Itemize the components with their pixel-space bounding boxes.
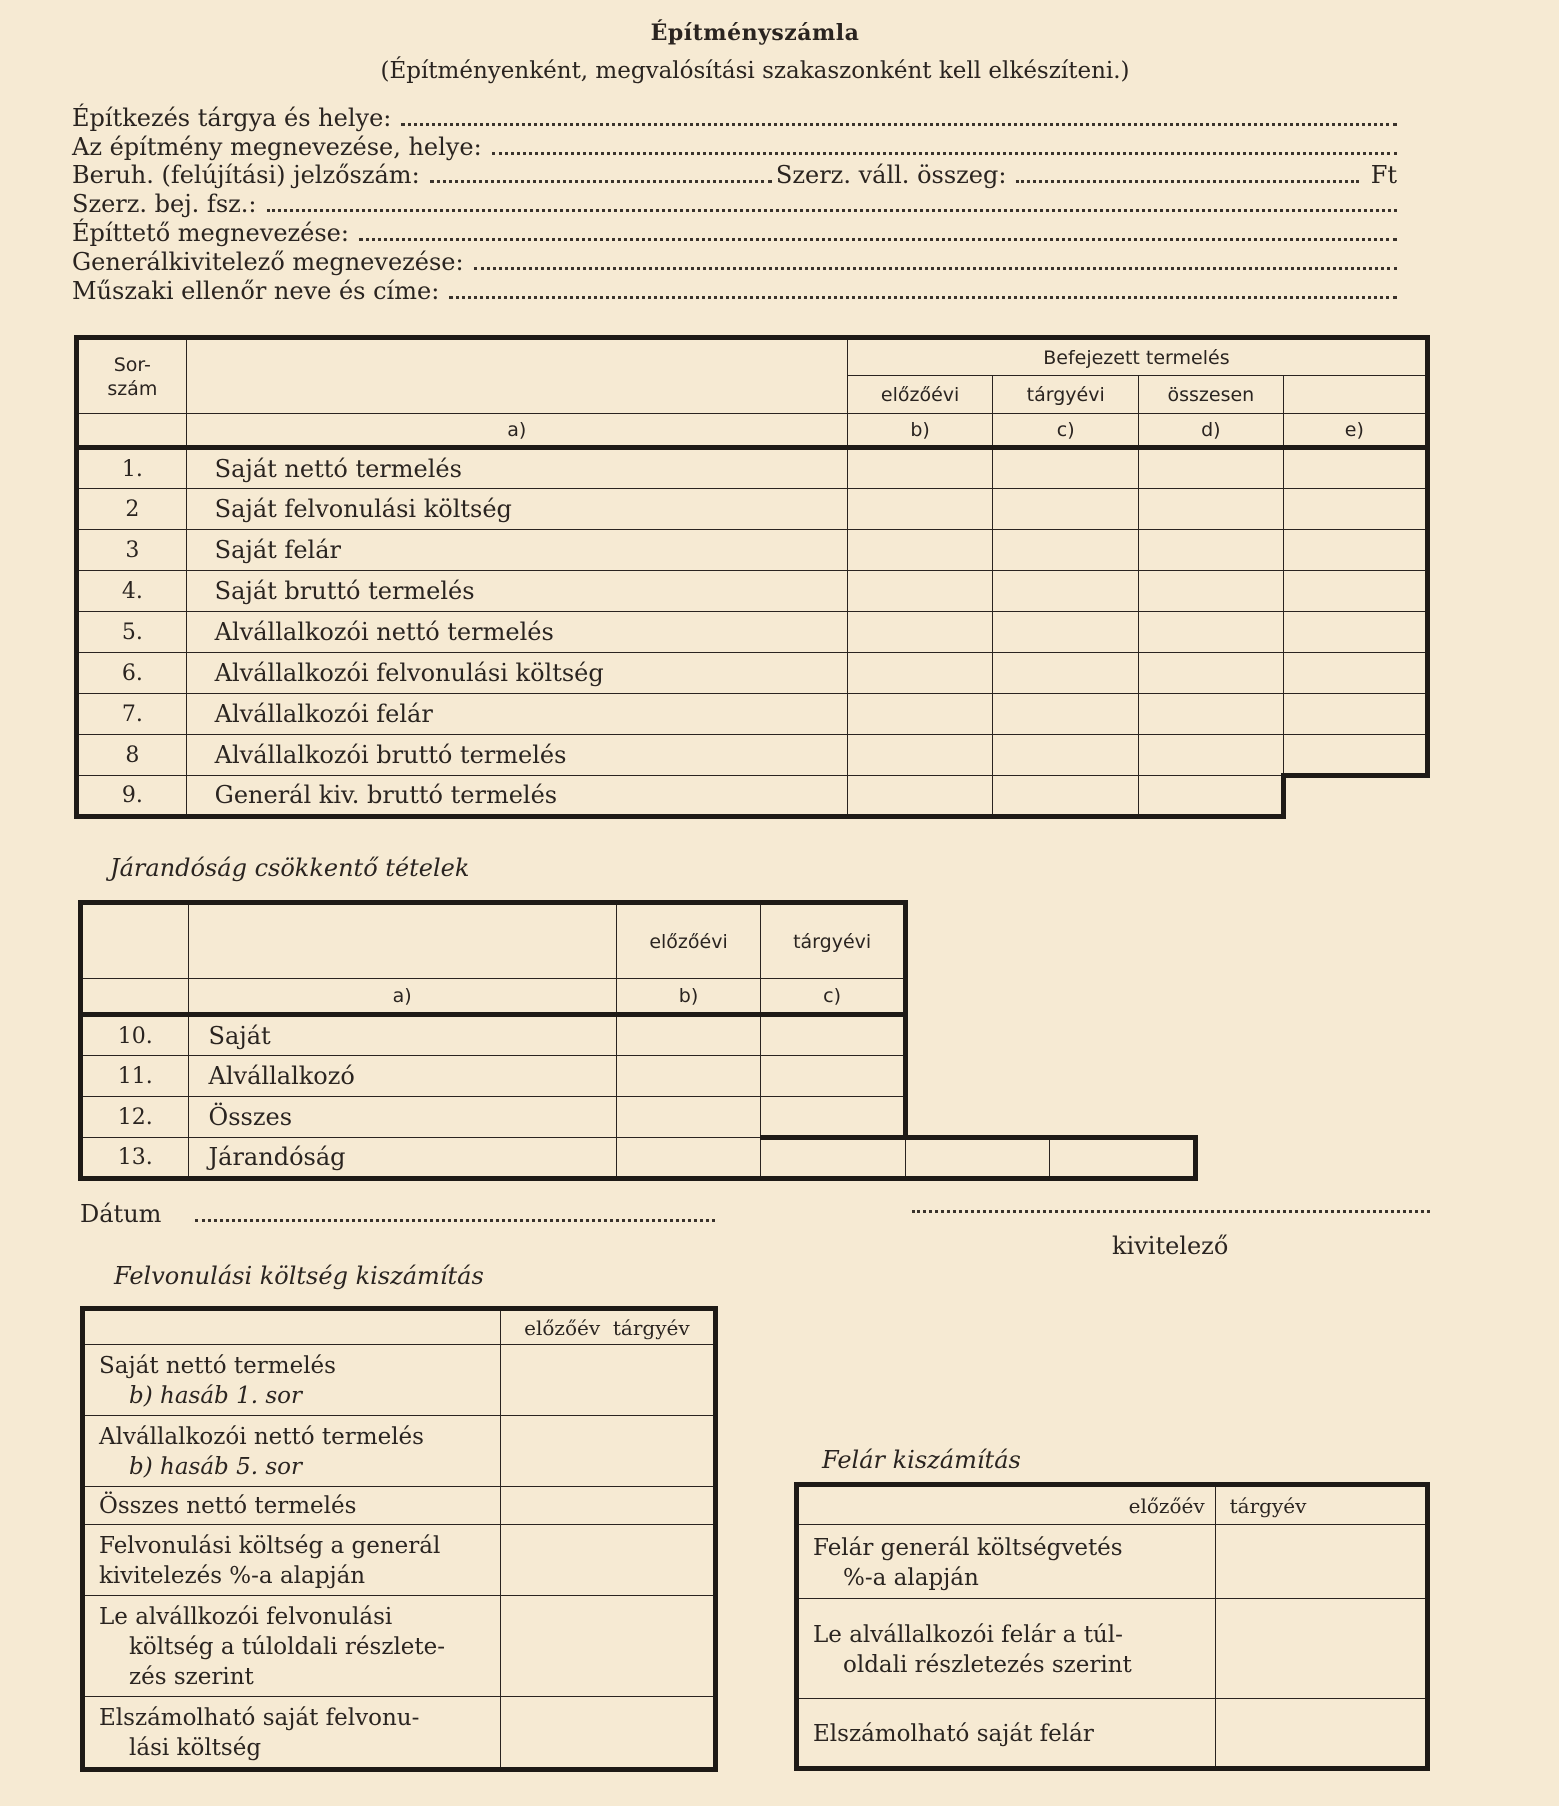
row-label: Járandóság [188, 1138, 616, 1179]
header-osszesen: összesen [1139, 376, 1284, 414]
table-row [81, 1015, 1196, 1056]
header-blank [186, 338, 847, 414]
table-row [77, 448, 1428, 489]
row-label: Összes nettó termelés [83, 1487, 501, 1525]
row-label: Alvállalkozói felár [186, 694, 847, 735]
header-befejezett-termeles: Befejezett termelés [847, 338, 1427, 376]
kivitelezo-signature-line[interactable] [912, 1210, 1430, 1213]
cell-e[interactable] [1049, 1138, 1195, 1179]
row-label: Felvonulási költség a generál kivitelezés %-a alapján [83, 1525, 501, 1596]
table-row [81, 1056, 1196, 1097]
row-number: 13. [81, 1138, 189, 1179]
cell-d[interactable] [1139, 530, 1284, 571]
felar-table [794, 1482, 1430, 1771]
field-szerz-bej[interactable] [72, 190, 1397, 218]
cell-c[interactable] [761, 1056, 906, 1097]
field-label: Beruh. (felújítási) jelzőszám: [72, 161, 420, 189]
field-label-szerz-vall: Szerz. váll. összeg: [775, 161, 1007, 189]
cell-value[interactable] [1215, 1699, 1427, 1769]
table-row [77, 735, 1428, 776]
cell-c[interactable] [761, 1097, 906, 1138]
datum-label: Dátum [80, 1200, 162, 1228]
cell-c[interactable] [993, 571, 1139, 612]
header-targyev: tárgyév [612, 1315, 690, 1340]
table-row [81, 1138, 1196, 1179]
table-row [83, 1345, 716, 1416]
jarandosag-table [78, 900, 1198, 1181]
table-row [81, 1097, 1196, 1138]
row-label: Saját bruttó termelés [186, 571, 847, 612]
cell-e[interactable] [1283, 735, 1427, 776]
cell-d[interactable] [1139, 571, 1284, 612]
row-number: 12. [81, 1097, 189, 1138]
cell-value[interactable] [1215, 1599, 1427, 1699]
cell-d[interactable] [905, 1138, 1049, 1179]
cell-b[interactable] [847, 653, 993, 694]
header-targyev: tárgyév [1215, 1485, 1427, 1525]
col-letter-b: b) [847, 414, 993, 448]
row-label: Alvállalkozói bruttó termelés [186, 735, 847, 776]
row-label: Elszámolható saját felvonu- lási költség [83, 1697, 501, 1770]
header-elozoev: előzőév [797, 1485, 1216, 1525]
table-row [83, 1697, 716, 1770]
field-epitmeny-megnevezese[interactable] [72, 133, 1397, 161]
cell-e[interactable] [1283, 489, 1427, 530]
header-blank [83, 1309, 501, 1345]
field-label: Az építmény megnevezése, helye: [72, 133, 482, 161]
row-label: Alvállalkozói felvonulási költség [186, 653, 847, 694]
header-elozoevi: előzőévi [616, 903, 761, 979]
cell-d[interactable] [1139, 612, 1284, 653]
header-elozoevi: előzőévi [847, 376, 993, 414]
cell-value[interactable] [500, 1525, 715, 1596]
row-label: Saját nettó termelés [186, 448, 847, 489]
cell-b[interactable] [847, 694, 993, 735]
table-row [77, 571, 1428, 612]
col-letter-c: c) [993, 414, 1139, 448]
cell-d[interactable] [1139, 776, 1284, 817]
cell-value[interactable] [1215, 1525, 1427, 1599]
empty-area [905, 1097, 1195, 1138]
cell-c[interactable] [993, 530, 1139, 571]
section-heading-jarandosag: Járandóság csökkentő tételek [110, 854, 470, 882]
row-number: 7. [77, 694, 187, 735]
field-generalkivitelezo[interactable] [72, 248, 1397, 276]
header-elozoev: előzőév [524, 1315, 601, 1340]
header-sorszam: Sor- szám [77, 338, 187, 414]
cell-e[interactable] [1283, 448, 1427, 489]
row-number: 11. [81, 1056, 189, 1097]
table-row [83, 1416, 716, 1487]
empty-area [905, 1056, 1195, 1097]
cell-e[interactable] [1283, 530, 1427, 571]
row-label: Generál kiv. bruttó termelés [186, 776, 847, 817]
header-targyevi: tárgyévi [761, 903, 906, 979]
document-title: Építményszámla [650, 20, 860, 46]
table-row [83, 1525, 716, 1596]
cell-c[interactable] [993, 735, 1139, 776]
col-letter-e: e) [1283, 414, 1427, 448]
cell-b[interactable] [847, 735, 993, 776]
col-letter-c: c) [761, 979, 906, 1015]
cell-e[interactable] [1283, 612, 1427, 653]
row-number: 10. [81, 1015, 189, 1056]
field-epitkezes-targya[interactable] [72, 104, 1397, 132]
cell-b[interactable] [847, 448, 993, 489]
table-row [77, 612, 1428, 653]
cell-b[interactable] [847, 612, 993, 653]
table-row [77, 653, 1428, 694]
row-label: Saját felár [186, 530, 847, 571]
table-row [797, 1599, 1428, 1699]
col-letter-b: b) [616, 979, 761, 1015]
table-row [77, 489, 1428, 530]
row-label: Saját felvonulási költség [186, 489, 847, 530]
cell-e[interactable] [1283, 571, 1427, 612]
cell-b[interactable] [616, 1056, 761, 1097]
main-table [74, 335, 1430, 819]
table-row [797, 1525, 1428, 1599]
header-blank [188, 903, 616, 979]
row-number: 6. [77, 653, 187, 694]
cell-e[interactable] [1283, 653, 1427, 694]
cell-b[interactable] [847, 776, 993, 817]
field-beruh-jelzoszam[interactable] [72, 161, 1397, 189]
cell-c[interactable] [993, 653, 1139, 694]
empty-corner [1283, 776, 1427, 817]
row-label: Saját nettó termelés b) hasáb 1. sor [83, 1345, 501, 1416]
cell-b[interactable] [616, 1138, 761, 1179]
cell-value[interactable] [500, 1697, 715, 1770]
cell-value[interactable] [500, 1596, 715, 1697]
kivitelezo-label: kivitelező [1112, 1232, 1229, 1260]
field-label: Szerz. bej. fsz.: [72, 190, 257, 218]
cell-b[interactable] [847, 530, 993, 571]
cell-d[interactable] [1139, 735, 1284, 776]
cell-c[interactable] [761, 1138, 906, 1179]
row-label: Alvállalkozói nettó termelés [186, 612, 847, 653]
table-row [77, 776, 1428, 817]
field-muszaki-ellenor[interactable] [72, 277, 1397, 305]
cell-c[interactable] [993, 448, 1139, 489]
header-blank [81, 903, 189, 979]
field-label: Generálkivitelező megnevezése: [72, 248, 464, 276]
col-letter-a: a) [186, 414, 847, 448]
header-blank-e [1283, 376, 1427, 414]
row-label: Összes [188, 1097, 616, 1138]
cell-c[interactable] [761, 1015, 906, 1056]
cell-b[interactable] [847, 489, 993, 530]
row-label: Le alvállkozói felvonulási költség a túloldali részlete- zés szerint [83, 1596, 501, 1697]
felvonulasi-table [80, 1306, 718, 1772]
cell-value[interactable] [500, 1416, 715, 1487]
cell-d[interactable] [1139, 489, 1284, 530]
currency-unit: Ft [1370, 161, 1398, 189]
table-row [83, 1487, 716, 1525]
cell-d[interactable] [1139, 448, 1284, 489]
table-row [83, 1596, 716, 1697]
cell-b[interactable] [847, 571, 993, 612]
row-label: Saját [188, 1015, 616, 1056]
table-row [77, 694, 1428, 735]
row-label: Elszámolható saját felár [797, 1699, 1216, 1769]
col-letter-a: a) [188, 979, 616, 1015]
cell-d[interactable] [1139, 694, 1284, 735]
cell-c[interactable] [993, 612, 1139, 653]
row-number: 3 [77, 530, 187, 571]
field-epitteto[interactable] [72, 219, 1397, 247]
datum-field[interactable] [80, 1200, 715, 1228]
field-label: Műszaki ellenőr neve és címe: [72, 277, 440, 305]
letter-blank [77, 414, 187, 448]
cell-d[interactable] [1139, 653, 1284, 694]
header-targyevi: tárgyévi [993, 376, 1139, 414]
empty-area [905, 1015, 1195, 1056]
row-label: Felár generál költségvetés %-a alapján [797, 1525, 1216, 1599]
cell-c[interactable] [993, 694, 1139, 735]
empty-area [905, 903, 1195, 979]
cell-b[interactable] [616, 1097, 761, 1138]
letter-blank [81, 979, 189, 1015]
row-number: 1. [77, 448, 187, 489]
cell-c[interactable] [993, 489, 1139, 530]
row-label: Alvállalkozói nettó termelés b) hasáb 5. sor [83, 1416, 501, 1487]
cell-value[interactable] [500, 1345, 715, 1416]
cell-value[interactable] [500, 1487, 715, 1525]
row-label: Alvállalkozó [188, 1056, 616, 1097]
col-letter-d: d) [1139, 414, 1284, 448]
empty-area [905, 979, 1195, 1015]
row-label: Le alvállalkozói felár a túl- oldali részletezés szerint [797, 1599, 1216, 1699]
cell-b[interactable] [616, 1015, 761, 1056]
field-label: Építkezés tárgya és helye: [72, 104, 392, 132]
row-number: 8 [77, 735, 187, 776]
section-heading-felar: Felár kiszámítás [822, 1446, 1021, 1474]
cell-c[interactable] [993, 776, 1139, 817]
table-row [797, 1699, 1428, 1769]
row-number: 2 [77, 489, 187, 530]
row-number: 4. [77, 571, 187, 612]
document-subtitle: (Építményenként, megvalósítási szakaszonként kell elkészíteni.) [380, 58, 1130, 84]
field-label: Építtető megnevezése: [72, 219, 349, 247]
row-number: 5. [77, 612, 187, 653]
cell-e[interactable] [1283, 694, 1427, 735]
header-elozoev-targyev [500, 1309, 715, 1345]
section-heading-felvonulasi: Felvonulási költség kiszámítás [114, 1262, 484, 1290]
table-row [77, 530, 1428, 571]
row-number: 9. [77, 776, 187, 817]
